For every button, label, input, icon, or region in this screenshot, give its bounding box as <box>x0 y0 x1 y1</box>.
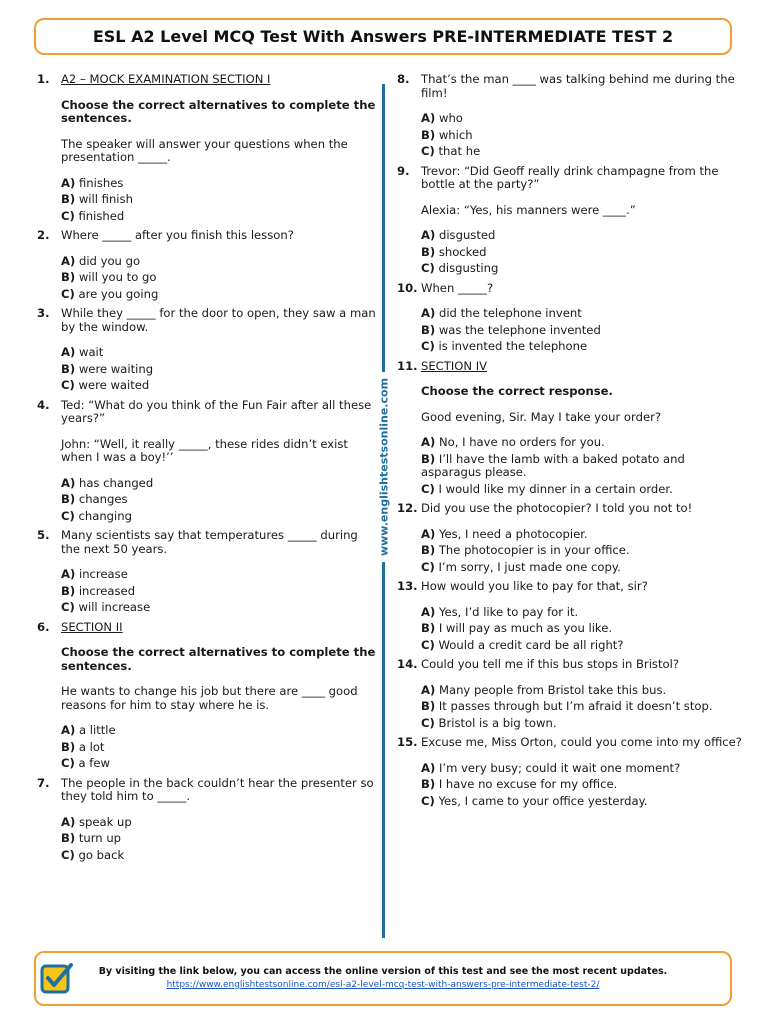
option-text: increased <box>78 583 136 598</box>
answer-option[interactable] <box>61 255 377 269</box>
option-letter: A) <box>61 345 76 359</box>
question-number: 10. <box>397 280 418 295</box>
option-text: No, I have no orders for you. <box>438 435 605 449</box>
footer-text: By visiting the link below, you can access the online version of this test and see the most recent updates. <box>98 966 668 977</box>
options-list <box>61 724 377 771</box>
question-number: 4. <box>37 397 50 412</box>
answer-option[interactable] <box>421 717 742 731</box>
instruction-text: Choose the correct alternatives to complete the sentences. <box>61 645 376 673</box>
option-letter: B) <box>421 543 436 557</box>
option-text: finishes <box>78 175 124 190</box>
option-text: is invented the telephone <box>438 339 588 353</box>
options-list <box>421 684 742 731</box>
section-heading: A2 – MOCK EXAMINATION SECTION I <box>61 72 271 86</box>
question-body <box>61 621 377 774</box>
question-number: 5. <box>37 528 50 542</box>
answer-option[interactable] <box>61 288 377 302</box>
question-text: Did you use the photocopier? I told you not to! <box>421 501 693 515</box>
options-list <box>61 477 377 524</box>
question-body <box>421 282 742 357</box>
answer-option[interactable] <box>61 363 377 377</box>
option-letter: A) <box>61 814 76 829</box>
option-letter: A) <box>421 526 436 541</box>
answer-option[interactable] <box>421 762 742 776</box>
answer-option[interactable] <box>421 483 742 497</box>
question-text: Good evening, Sir. May I take your order? <box>421 409 661 424</box>
option-letter: C) <box>421 144 435 158</box>
option-text: I’ll have the lamb with a baked potato and asparagus please. <box>421 451 685 479</box>
option-letter: A) <box>421 435 436 449</box>
answer-option[interactable] <box>61 585 377 599</box>
option-text: a lot <box>78 739 105 754</box>
option-text: Yes, I came to your office yesterday. <box>438 793 648 808</box>
option-letter: A) <box>61 723 76 737</box>
answer-option[interactable] <box>421 606 742 620</box>
option-text: finished <box>78 208 125 223</box>
option-text: The photocopier is in your office. <box>438 543 630 557</box>
option-letter: B) <box>421 777 436 791</box>
question <box>397 360 742 500</box>
answer-option[interactable] <box>421 307 742 321</box>
answer-option[interactable] <box>61 741 377 755</box>
option-letter: C) <box>61 847 75 862</box>
answer-option[interactable] <box>421 778 742 792</box>
answer-option[interactable] <box>421 622 742 636</box>
question-text: Could you tell me if this bus stops in Bristol? <box>421 657 679 671</box>
instruction-text: Choose the correct alternatives to complete the sentences. <box>61 97 376 125</box>
question-text: Alexia: “Yes, his manners were ____.” <box>421 202 636 217</box>
option-text: It passes through but I’m afraid it doesn’t stop. <box>438 699 713 713</box>
option-letter: A) <box>421 604 436 619</box>
footer-box <box>34 951 732 1006</box>
question <box>397 282 742 357</box>
answer-option[interactable] <box>61 493 377 507</box>
option-text: was the telephone invented <box>438 322 601 337</box>
page-title: ESL A2 Level MCQ Test With Answers PRE-INTERMEDIATE TEST 2 <box>92 27 674 46</box>
question-number: 12. <box>397 501 418 515</box>
answer-option[interactable] <box>421 700 742 714</box>
question <box>37 73 377 226</box>
option-text: I would like my dinner in a certain order. <box>438 481 673 496</box>
option-letter: A) <box>61 253 76 268</box>
option-text: has changed <box>78 475 154 490</box>
answer-option[interactable] <box>421 639 742 653</box>
option-letter: B) <box>421 244 436 259</box>
option-text: were waiting <box>78 361 154 376</box>
option-letter: A) <box>61 567 76 581</box>
answer-option[interactable] <box>61 271 377 285</box>
option-letter: B) <box>421 451 436 466</box>
answer-option[interactable] <box>61 477 377 491</box>
options-list <box>61 568 377 615</box>
option-text: Many people from Bristol take this bus. <box>438 682 667 697</box>
option-letter: C) <box>421 339 435 353</box>
answer-option[interactable] <box>61 849 377 863</box>
answer-option[interactable] <box>421 795 742 809</box>
question <box>397 736 742 811</box>
option-text: which <box>438 127 473 142</box>
question-text: He wants to change his job but there are ____ good reasons for him to stay where he is. <box>61 684 358 712</box>
option-text: I will pay as much as you like. <box>438 621 613 635</box>
option-text: turn up <box>78 831 122 845</box>
options-list <box>421 436 742 496</box>
option-letter: B) <box>421 621 436 635</box>
question-text: The people in the back couldn’t hear the presenter so they told him to _____. <box>61 775 374 803</box>
option-text: I’m very busy; could it wait one moment? <box>438 760 681 775</box>
question <box>37 777 377 866</box>
page-title-box <box>34 18 732 55</box>
question <box>397 165 742 279</box>
question-text: That’s the man ____ was talking behind me during the film! <box>421 72 735 100</box>
option-text: disgusting <box>438 261 499 275</box>
answer-option[interactable] <box>421 246 742 260</box>
answer-option[interactable] <box>421 684 742 698</box>
option-letter: A) <box>421 682 436 697</box>
question-number: 9. <box>397 163 410 178</box>
option-text: I have no excuse for my office. <box>438 777 618 791</box>
options-list <box>61 816 377 863</box>
answer-option[interactable] <box>421 229 742 243</box>
option-text: changes <box>78 492 128 506</box>
answer-option[interactable] <box>61 816 377 830</box>
answer-option[interactable] <box>61 601 377 615</box>
option-text: a few <box>78 756 110 770</box>
option-letter: B) <box>61 831 76 845</box>
option-text: who <box>438 111 463 125</box>
option-letter: C) <box>61 208 75 223</box>
answer-option[interactable] <box>61 832 377 846</box>
question-body <box>61 529 377 618</box>
side-website-link[interactable]: www.englishtestsonline.com <box>376 372 393 562</box>
option-text: did you go <box>78 253 141 268</box>
option-letter: C) <box>421 481 435 496</box>
section-heading: SECTION II <box>61 619 123 634</box>
answer-option[interactable] <box>61 193 377 207</box>
question-text: Ted: “What do you think of the Fun Fair after all these years?” <box>61 397 372 425</box>
option-text: I’m sorry, I just made one copy. <box>438 559 621 574</box>
option-text: were waited <box>78 378 150 392</box>
option-text: wait <box>78 345 104 359</box>
option-text: go back <box>78 847 125 862</box>
question-text: How would you like to pay for that, sir? <box>421 579 648 593</box>
answer-option[interactable] <box>421 528 742 542</box>
option-letter: C) <box>421 637 435 652</box>
option-text: will increase <box>78 600 151 614</box>
question-number: 3. <box>37 306 50 320</box>
options-list <box>61 346 377 393</box>
option-letter: B) <box>61 492 76 506</box>
option-letter: C) <box>421 559 435 574</box>
option-text: disgusted <box>438 228 496 242</box>
question <box>397 73 742 162</box>
question-number: 6. <box>37 619 50 634</box>
option-letter: B) <box>61 361 76 376</box>
answer-option[interactable] <box>421 129 742 143</box>
question-body <box>421 736 742 811</box>
answer-option[interactable] <box>421 262 742 276</box>
question <box>37 621 377 774</box>
option-letter: A) <box>421 228 436 242</box>
question-text: Trevor: “Did Geoff really drink champagne from the bottle at the party?” <box>421 163 719 191</box>
option-letter: B) <box>421 127 436 142</box>
option-text: did the telephone invent <box>438 306 582 320</box>
option-letter: A) <box>421 760 436 775</box>
option-letter: C) <box>61 508 75 523</box>
option-text: Would a credit card be all right? <box>438 637 624 652</box>
option-text: will you to go <box>78 270 157 284</box>
footer-link[interactable]: https://www.englishtestsonline.com/esl-a2-level-mcq-test-with-answers-pre-intermediate-test-2/ <box>166 980 600 990</box>
option-text: changing <box>78 508 132 523</box>
answer-option[interactable] <box>61 568 377 582</box>
right-column <box>397 73 742 811</box>
answer-option[interactable] <box>421 112 742 126</box>
question-text: Where _____ after you finish this lesson? <box>61 228 294 242</box>
answer-option[interactable] <box>61 346 377 360</box>
option-letter: C) <box>421 793 435 808</box>
option-letter: B) <box>61 739 76 754</box>
question <box>37 229 377 304</box>
question-number: 15. <box>397 735 418 749</box>
answer-option[interactable] <box>421 561 742 575</box>
question-body <box>421 580 742 655</box>
option-text: Bristol is a big town. <box>438 715 557 730</box>
option-letter: C) <box>421 261 435 275</box>
question-text: Excuse me, Miss Orton, could you come into my office? <box>421 735 742 749</box>
left-column <box>37 73 377 865</box>
answer-option[interactable] <box>61 757 377 771</box>
question-body <box>61 399 377 527</box>
option-text: that he <box>438 144 481 158</box>
question-body <box>61 777 377 866</box>
question <box>397 580 742 655</box>
question-body <box>61 307 377 396</box>
answer-option[interactable] <box>421 436 742 450</box>
option-letter: C) <box>61 756 75 770</box>
option-letter: B) <box>421 699 436 713</box>
options-list <box>61 255 377 302</box>
instruction-text: Choose the correct response. <box>421 384 613 398</box>
option-letter: B) <box>421 322 436 337</box>
question <box>397 502 742 577</box>
option-text: are you going <box>78 286 159 301</box>
question-body <box>421 73 742 162</box>
answer-option[interactable] <box>421 145 742 159</box>
option-text: shocked <box>438 244 487 259</box>
answer-option[interactable] <box>61 724 377 738</box>
option-text: will finish <box>78 192 133 206</box>
options-list <box>421 528 742 575</box>
question-number: 13. <box>397 579 418 593</box>
option-text: a little <box>78 723 116 737</box>
question-text: John: “Well, it really _____, these rides didn’t exist when I was a boy!’’ <box>61 436 348 464</box>
options-list <box>421 229 742 276</box>
options-list <box>421 606 742 653</box>
question-body <box>61 73 377 226</box>
answer-option[interactable] <box>61 177 377 191</box>
option-letter: A) <box>421 306 436 320</box>
question <box>37 399 377 527</box>
question-number: 11. <box>397 358 418 373</box>
option-letter: B) <box>61 583 76 598</box>
question <box>37 529 377 618</box>
options-list <box>421 762 742 809</box>
question-number: 2. <box>37 228 50 242</box>
option-text: Yes, I’d like to pay for it. <box>438 604 579 619</box>
option-letter: C) <box>61 600 75 614</box>
question-body <box>421 658 742 733</box>
section-heading: SECTION IV <box>421 358 488 373</box>
option-letter: A) <box>421 111 436 125</box>
option-letter: C) <box>61 378 75 392</box>
options-list <box>421 112 742 159</box>
question-body <box>421 360 742 500</box>
option-text: increase <box>78 567 128 581</box>
option-letter: B) <box>61 192 76 206</box>
question-text: Many scientists say that temperatures _____ during the next 50 years. <box>61 528 358 556</box>
question-body <box>421 502 742 577</box>
options-list <box>421 307 742 354</box>
answer-option[interactable] <box>61 379 377 393</box>
question-text: The speaker will answer your questions when the presentation _____. <box>61 136 348 164</box>
option-letter: C) <box>421 715 435 730</box>
question-body <box>421 165 742 279</box>
question-text: When _____? <box>421 280 494 295</box>
option-letter: A) <box>61 475 76 490</box>
question <box>37 307 377 396</box>
answer-option[interactable] <box>61 210 377 224</box>
option-letter: C) <box>61 286 75 301</box>
question-body <box>61 229 377 304</box>
options-list <box>61 177 377 224</box>
question-text: While they _____ for the door to open, they saw a man by the window. <box>61 306 376 334</box>
question-number: 7. <box>37 775 50 790</box>
option-text: Yes, I need a photocopier. <box>438 526 588 541</box>
question <box>397 658 742 733</box>
answer-option[interactable] <box>421 453 742 480</box>
option-letter: A) <box>61 175 76 190</box>
answer-option[interactable] <box>421 324 742 338</box>
answer-option[interactable] <box>421 340 742 354</box>
question-number: 14. <box>397 657 418 671</box>
option-letter: B) <box>61 270 76 284</box>
answer-option[interactable] <box>61 510 377 524</box>
answer-option[interactable] <box>421 544 742 558</box>
option-text: speak up <box>78 814 132 829</box>
question-number: 1. <box>37 72 50 86</box>
question-number: 8. <box>397 72 410 86</box>
